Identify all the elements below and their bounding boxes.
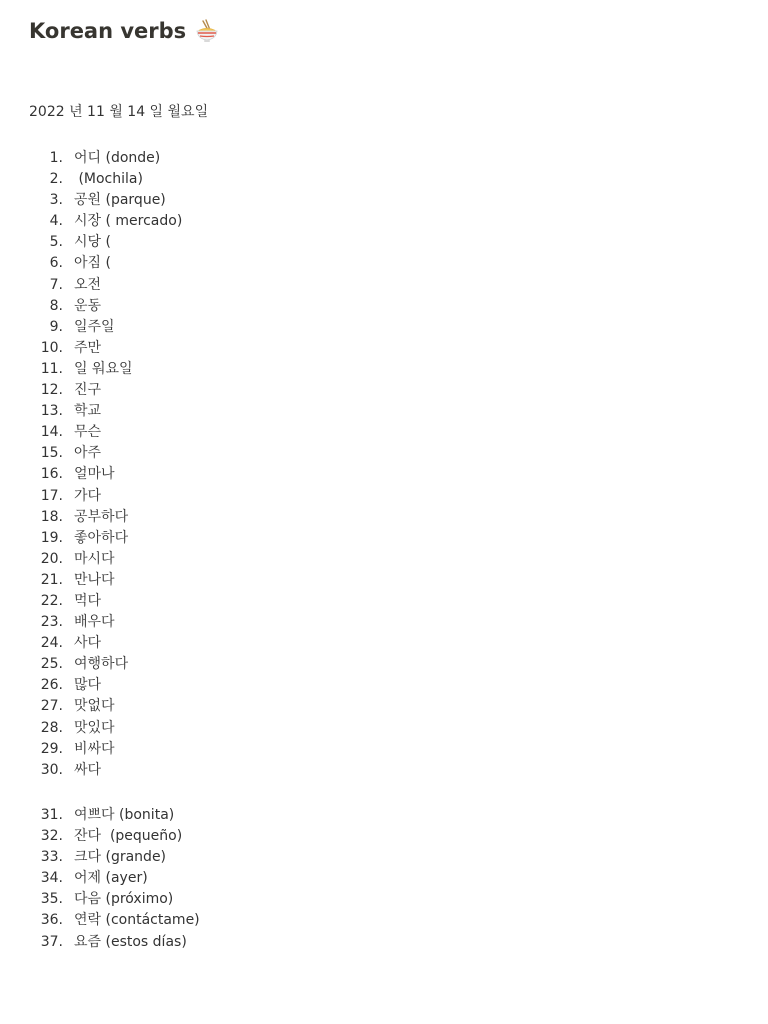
list-item-text: 요즘 (estos días) [74,933,187,950]
list-item-text: 진구 [74,382,102,399]
noodle-bowl-icon [194,18,220,44]
list-item-text: 아짐 ( [74,255,111,272]
list-item-number: 30. [40,761,63,778]
list-item-text: 다음 (próximo) [74,891,174,908]
list-item-number: 22. [40,592,63,609]
list-item-number: 34. [40,870,63,887]
date-line: 2022 년 11 월 14 일 월요일 [29,104,209,120]
list-item-number: 32. [40,828,63,845]
list-item-number: 2. [49,171,63,188]
list-item-text: 좋아하다 [74,529,129,546]
list-item-number: 10. [40,339,63,356]
list-item-text: 학교 [74,403,102,420]
list-item-text: 비싸다 [74,740,115,757]
list-item-text: 만나다 [74,571,115,588]
list-item-text: 맛없다 [74,698,115,715]
page-title-text: Korean verbs [29,19,187,43]
list-item-text: 공원 (parque) [74,192,166,209]
list-item-text: 크다 (grande) [74,849,167,866]
list-item-number: 33. [40,849,63,866]
list-item-number: 1. [49,150,63,166]
list-item-text: 사다 [74,635,102,652]
list-item-number: 21. [40,571,63,588]
list-item-number: 27. [40,698,63,715]
list-item-number: 13. [40,403,63,420]
list-item-number: 19. [40,529,63,546]
list-item-number: 29. [40,740,63,757]
list-item-text: 아주 [74,445,102,462]
list-item-text: 어제 (ayer) [74,870,148,887]
list-item-number: 5. [49,234,63,251]
list-item-text: 오전 [74,276,102,293]
list-item-number: 4. [49,213,63,230]
list-item-text: 시장 ( mercado) [74,213,183,230]
list-item-text: 일 워요일 [74,360,133,377]
list-item-number: 16. [40,466,63,483]
list-item-text: 싸다 [74,761,102,778]
list-item-number: 24. [40,635,63,652]
list-item-number: 12. [40,382,63,399]
list-item-text: 무슨 [74,424,102,441]
page-title [29,18,220,44]
list-item-text: 마시다 [74,550,115,567]
list-item-text: 배우다 [74,614,115,631]
list-item-text: 가다 [74,487,102,504]
list-item-text: 시당 ( [74,234,111,251]
list-item-text: 많다 [74,677,102,694]
list-item-text: 일주일 [74,318,115,335]
list-item-number: 25. [40,656,63,673]
list-item-number: 35. [40,891,63,908]
list-item-number: 23. [40,614,63,631]
list-item-number: 37. [40,933,63,950]
list-item-text: 연락 (contáctame) [74,912,200,929]
list-item-number: 11. [40,360,63,377]
list-item-number: 8. [49,297,63,314]
list-item-text: 주만 [74,339,102,356]
list-item-number: 15. [40,445,63,462]
list-item-number: 36. [40,912,63,929]
list-item-text: (Mochila) [74,171,143,188]
list-item-number: 7. [49,276,63,293]
list-item-number: 14. [40,424,63,441]
list-item-number: 3. [49,192,63,209]
list-item-text: 운동 [74,297,102,314]
list-item-text: 먹다 [74,592,102,609]
list-item-number: 9. [49,318,63,335]
list-item-number: 6. [49,255,63,272]
list-item-text: 여쁘다 (bonita) [74,807,175,823]
list-item-number: 28. [40,719,63,736]
list-item-text: 잔다 (pequeño) [74,828,183,845]
list-item-number: 17. [40,487,63,504]
list-item-text: 공부하다 [74,508,129,525]
list-item-text: 얼마나 [74,466,115,483]
list-item-text: 어디 (donde) [74,150,161,166]
list-item-number: 26. [40,677,63,694]
list-item-text: 여행하다 [74,656,129,673]
list-item-number: 18. [40,508,63,525]
list-item-text: 맛있다 [74,719,115,736]
list-item-number: 20. [40,550,63,567]
list-item-number: 31. [40,807,63,823]
